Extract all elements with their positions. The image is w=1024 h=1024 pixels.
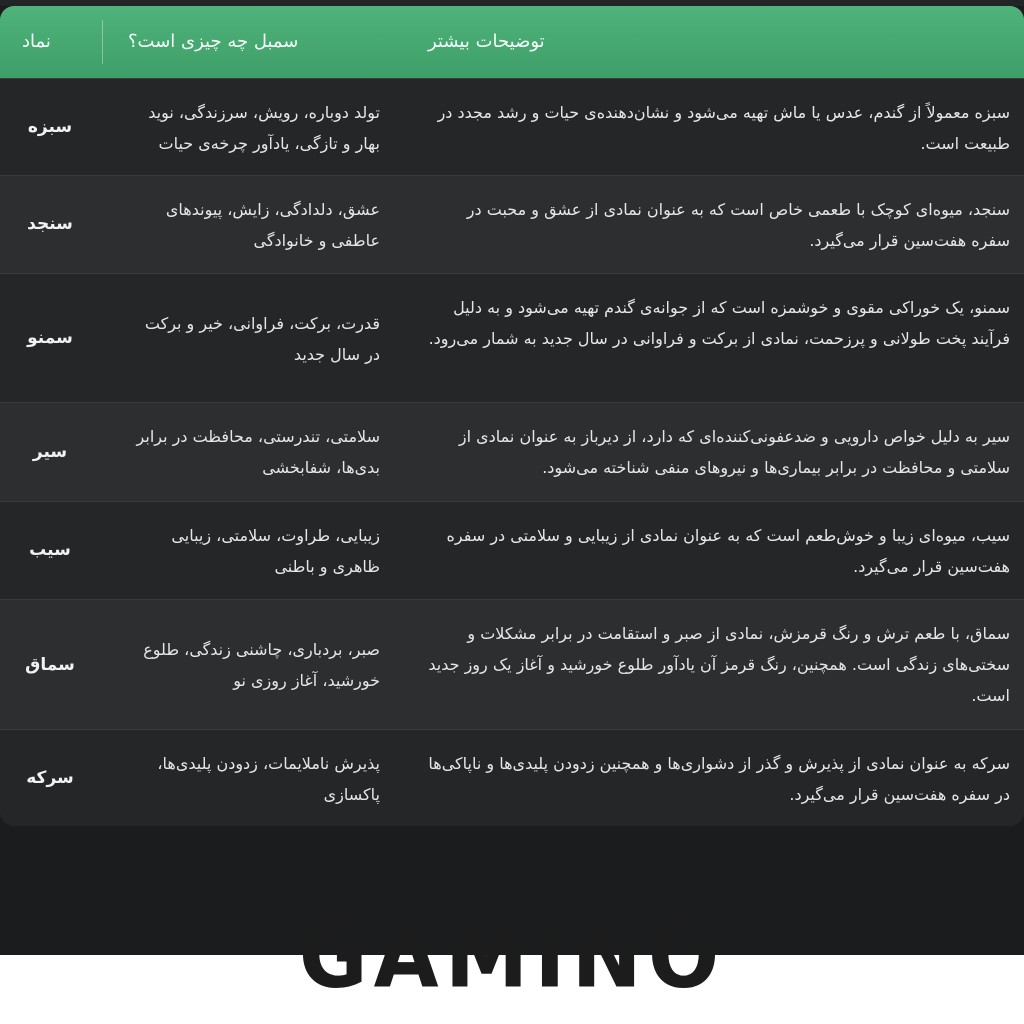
row-description: سبزه معمولاً از گندم، عدس یا ماش تهیه می‌شود و نشان‌دهنده‌ی حیات و رشد مجدد در طبیعت است. <box>437 103 1010 153</box>
row-meaning: تولد دوباره، رویش، سرزندگی، نوید بهار و تازگی، یادآور چرخه‌ی حیات <box>148 103 380 153</box>
table-row <box>0 273 1024 403</box>
row-description: سمنو، یک خوراکی مقوی و خوشمزه است که از جوانه‌ی گندم تهیه می‌شود و به دلیل فرآیند پخت طولانی و پرزحمت، نمادی از برکت و فراوانی در سال جدید به شمار می‌رود. <box>428 298 1010 348</box>
row-description: سرکه به عنوان نمادی از پذیرش و گذر از دشواری‌ها و همچنین زدودن پلیدی‌ها و ناپاکی‌ها در سفره هفت‌سین قرار می‌گیرد. <box>428 754 1010 804</box>
haft-sin-table <box>0 6 1024 826</box>
row-symbol: سنجد <box>27 214 73 234</box>
row-meaning: زیبایی، طراوت، سلامتی، زیبایی ظاهری و باطنی <box>171 526 380 576</box>
header-meaning: سمبل چه چیزی است؟ <box>128 31 299 52</box>
row-meaning: پذیرش ناملایمات، زدودن پلیدی‌ها، پاکسازی <box>157 754 380 804</box>
row-description: سیب، میوه‌ای زیبا و خوش‌طعم است که به عنوان نمادی از زیبایی و سلامتی در سفره هفت‌سین قرار می‌گیرد. <box>446 526 1010 576</box>
header-symbol: نماد <box>22 31 51 52</box>
table-row <box>0 729 1024 826</box>
table-header <box>0 6 1024 78</box>
row-description: سنجد، میوه‌ای کوچک با طعمی خاص است که به عنوان نمادی از عشق و محبت در سفره هفت‌سین قرار می‌گیرد. <box>466 200 1010 250</box>
row-symbol: سرکه <box>26 768 74 788</box>
row-description: سماق، با طعم ترش و رنگ قرمزش، نمادی از صبر و استقامت در برابر مشکلات و سختی‌های زندگی است. همچنین، رنگ قرمز آن یادآور طلوع خورشید و آغاز یک روز جدید است. <box>428 624 1010 705</box>
row-meaning: قدرت، برکت، فراوانی، خیر و برکت در سال جدید <box>144 314 380 364</box>
row-description: سیر به دلیل خواص دارویی و ضدعفونی‌کننده‌ای که دارد، از دیرباز به عنوان نمادی از سلامتی و محافظت در برابر بیماری‌ها و نیروهای منفی شناخته می‌شود. <box>458 427 1010 477</box>
row-meaning: عشق، دلدادگی، زایش، پیوندهای عاطفی و خانوادگی <box>165 200 380 250</box>
header-divider <box>102 20 103 64</box>
row-meaning: صبر، بردباری، چاشنی زندگی، طلوع خورشید، آغاز روزی نو <box>143 640 380 690</box>
table-row <box>0 599 1024 730</box>
row-symbol: سیب <box>29 540 71 560</box>
table-row <box>0 501 1024 600</box>
row-meaning: سلامتی، تندرستی، محافظت در برابر بدی‌ها، شفابخشی <box>136 427 380 477</box>
row-symbol: سبزه <box>27 117 73 137</box>
table-row <box>0 402 1024 502</box>
brand-logo: GAMINO <box>298 902 726 1008</box>
row-symbol: سماق <box>25 655 75 675</box>
table-row <box>0 175 1024 274</box>
table-row <box>0 78 1024 176</box>
row-symbol: سمنو <box>27 328 73 348</box>
header-description: توضیحات بیشتر <box>428 31 545 52</box>
row-symbol: سیر <box>32 442 68 462</box>
